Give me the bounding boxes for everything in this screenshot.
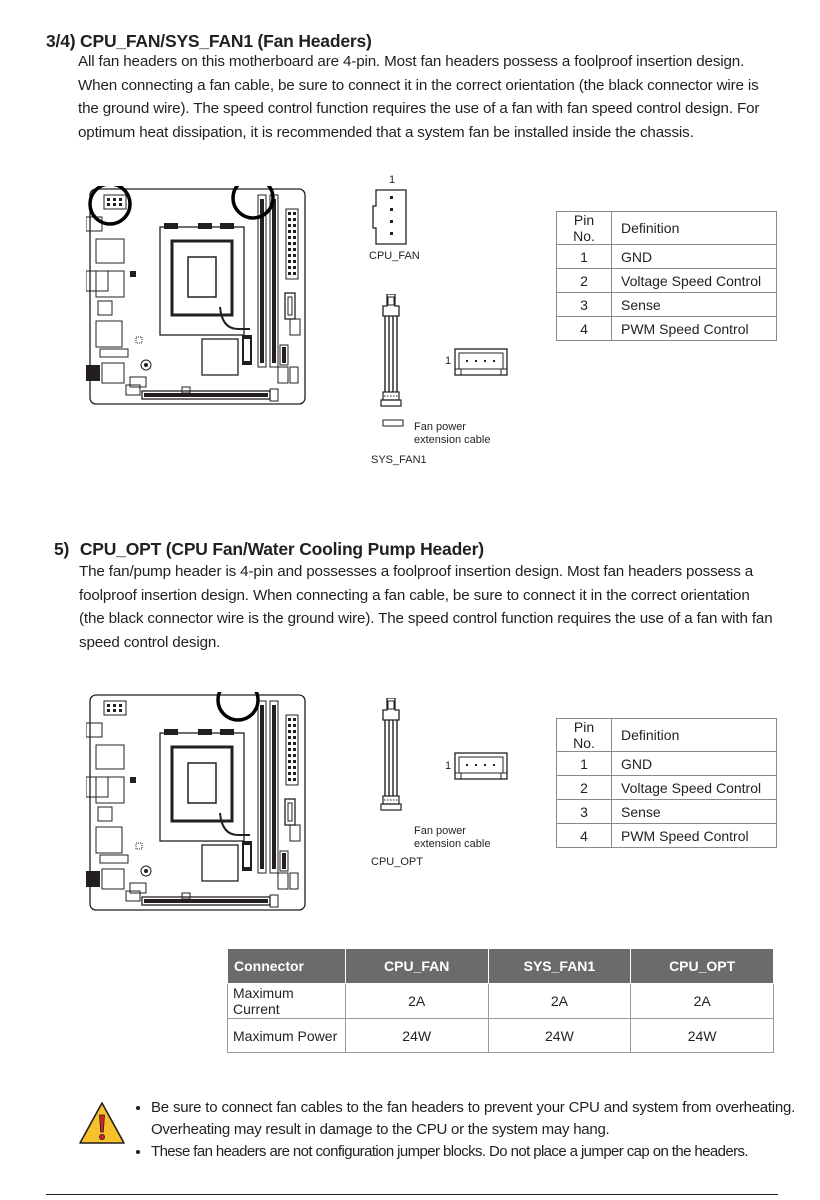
fan-header-spec-table	[227, 948, 774, 1053]
table-row	[557, 776, 777, 800]
table-header-cell: Connector	[228, 949, 346, 984]
paragraph-line: When connecting a fan cable, be sure to connect it in the correct orientation (the black connector wire is	[78, 76, 759, 94]
section-heading	[46, 30, 372, 52]
table-row	[557, 824, 777, 848]
pin-definition-table	[556, 211, 777, 341]
cable-label-line: Fan power	[414, 421, 466, 433]
motherboard-diagram	[86, 692, 308, 912]
table-cell: 3	[557, 293, 612, 317]
section-title: CPU_OPT (CPU Fan/Water Cooling Pump Header)	[79, 539, 484, 559]
table-header-row	[228, 949, 774, 984]
table-cell: 2	[557, 776, 612, 800]
fan-header-highlight-circle	[233, 186, 273, 218]
table-row	[557, 245, 777, 269]
pin1-label: 1	[445, 760, 452, 772]
paragraph-line: (the black connector wire is the ground wire). The speed control function requires the use of a fan with fan	[79, 610, 773, 628]
table-row	[228, 984, 774, 1019]
paragraph-line: speed control design.	[79, 633, 221, 651]
table-header-row	[557, 719, 777, 752]
table-cell: 4	[557, 824, 612, 848]
fan-header-highlight-circle	[218, 692, 258, 720]
table-header-row	[557, 212, 777, 245]
table-cell: Sense	[612, 293, 777, 317]
table-cell: 3	[557, 800, 612, 824]
pin1-label: 1	[445, 355, 452, 367]
table-header-cell: CPU_FAN	[345, 949, 488, 984]
paragraph-line: optimum heat dissipation, it is recommended that a system fan be installed inside the chassis.	[78, 123, 694, 141]
table-header-cell: SYS_FAN1	[488, 949, 631, 984]
table-row	[557, 800, 777, 824]
section-number: 5)	[54, 539, 70, 559]
cable-header-label: CPU_OPT	[371, 856, 423, 868]
header-label: CPU_FAN	[369, 250, 420, 262]
table-row	[557, 293, 777, 317]
table-header-cell: Definition	[612, 719, 777, 752]
table-header-cell: CPU_OPT	[631, 949, 774, 984]
footer-rule	[46, 1194, 778, 1195]
paragraph-line: foolproof insertion design. When connecting a fan cable, be sure to connect it in the correct orientation	[79, 586, 750, 604]
table-row	[228, 1019, 774, 1053]
warning-notes-list	[134, 1097, 795, 1163]
table-cell: 2	[557, 269, 612, 293]
list-item: • Be sure to connect fan cables to the fan headers to prevent your CPU and system from overheating. Overheating may result in damage to the CPU or the system may hang.	[151, 1097, 795, 1141]
fan-connector-diagram	[454, 752, 510, 782]
cable-label-line: extension cable	[414, 838, 491, 850]
paragraph-line: The fan/pump header is 4-pin and possesses a foolproof insertion design. Most fan headers possess a	[79, 563, 754, 580]
cable-label-line: extension cable	[414, 434, 491, 446]
fan-cable-diagram	[380, 294, 404, 444]
table-cell: 24W	[488, 1019, 631, 1053]
table-cell: 1	[557, 245, 612, 269]
table-cell: Sense	[612, 800, 777, 824]
section-description	[78, 50, 778, 144]
fan-connector-diagram	[454, 348, 510, 378]
table-row	[557, 269, 777, 293]
section-title: CPU_FAN/SYS_FAN1 (Fan Headers)	[80, 31, 372, 51]
list-item: • These fan headers are not configuration jumper blocks. Do not place a jumper cap on the headers.	[151, 1141, 795, 1163]
table-cell: 2A	[631, 984, 774, 1019]
cable-label	[414, 421, 490, 447]
fan-header-4pin-diagram	[372, 188, 412, 248]
warning-triangle-icon	[78, 1100, 126, 1146]
section-description	[79, 560, 777, 654]
table-cell: 4	[557, 317, 612, 341]
cable-header-label: SYS_FAN1	[371, 454, 427, 466]
table-cell: 2A	[488, 984, 631, 1019]
pin-definition-table	[556, 718, 777, 848]
cable-label	[414, 825, 490, 851]
table-row	[557, 752, 777, 776]
motherboard-diagram	[86, 186, 308, 406]
cable-label-line: Fan power	[414, 825, 466, 837]
section-number: 3/4)	[46, 31, 76, 51]
table-cell: PWM Speed Control	[612, 317, 777, 341]
table-header-cell: Pin No.	[557, 212, 612, 245]
table-cell: GND	[612, 752, 777, 776]
table-row	[557, 317, 777, 341]
pin1-label: 1	[389, 174, 396, 186]
table-cell: 24W	[345, 1019, 488, 1053]
table-cell: PWM Speed Control	[612, 824, 777, 848]
table-cell: 24W	[631, 1019, 774, 1053]
table-cell: Maximum Current	[228, 984, 346, 1019]
paragraph-line: All fan headers on this motherboard are 4-pin. Most fan headers possess a foolproof insertion design.	[78, 53, 745, 70]
table-cell: Voltage Speed Control	[612, 776, 777, 800]
table-cell: 1	[557, 752, 612, 776]
section-heading	[54, 538, 484, 560]
table-cell: GND	[612, 245, 777, 269]
table-cell: Maximum Power	[228, 1019, 346, 1053]
table-header-cell: Definition	[612, 212, 777, 245]
paragraph-line: the ground wire). The speed control function requires the use of a fan with fan speed control design. For	[78, 100, 760, 118]
table-header-cell: Pin No.	[557, 719, 612, 752]
fan-cable-diagram	[380, 698, 404, 838]
table-cell: Voltage Speed Control	[612, 269, 777, 293]
table-cell: 2A	[345, 984, 488, 1019]
